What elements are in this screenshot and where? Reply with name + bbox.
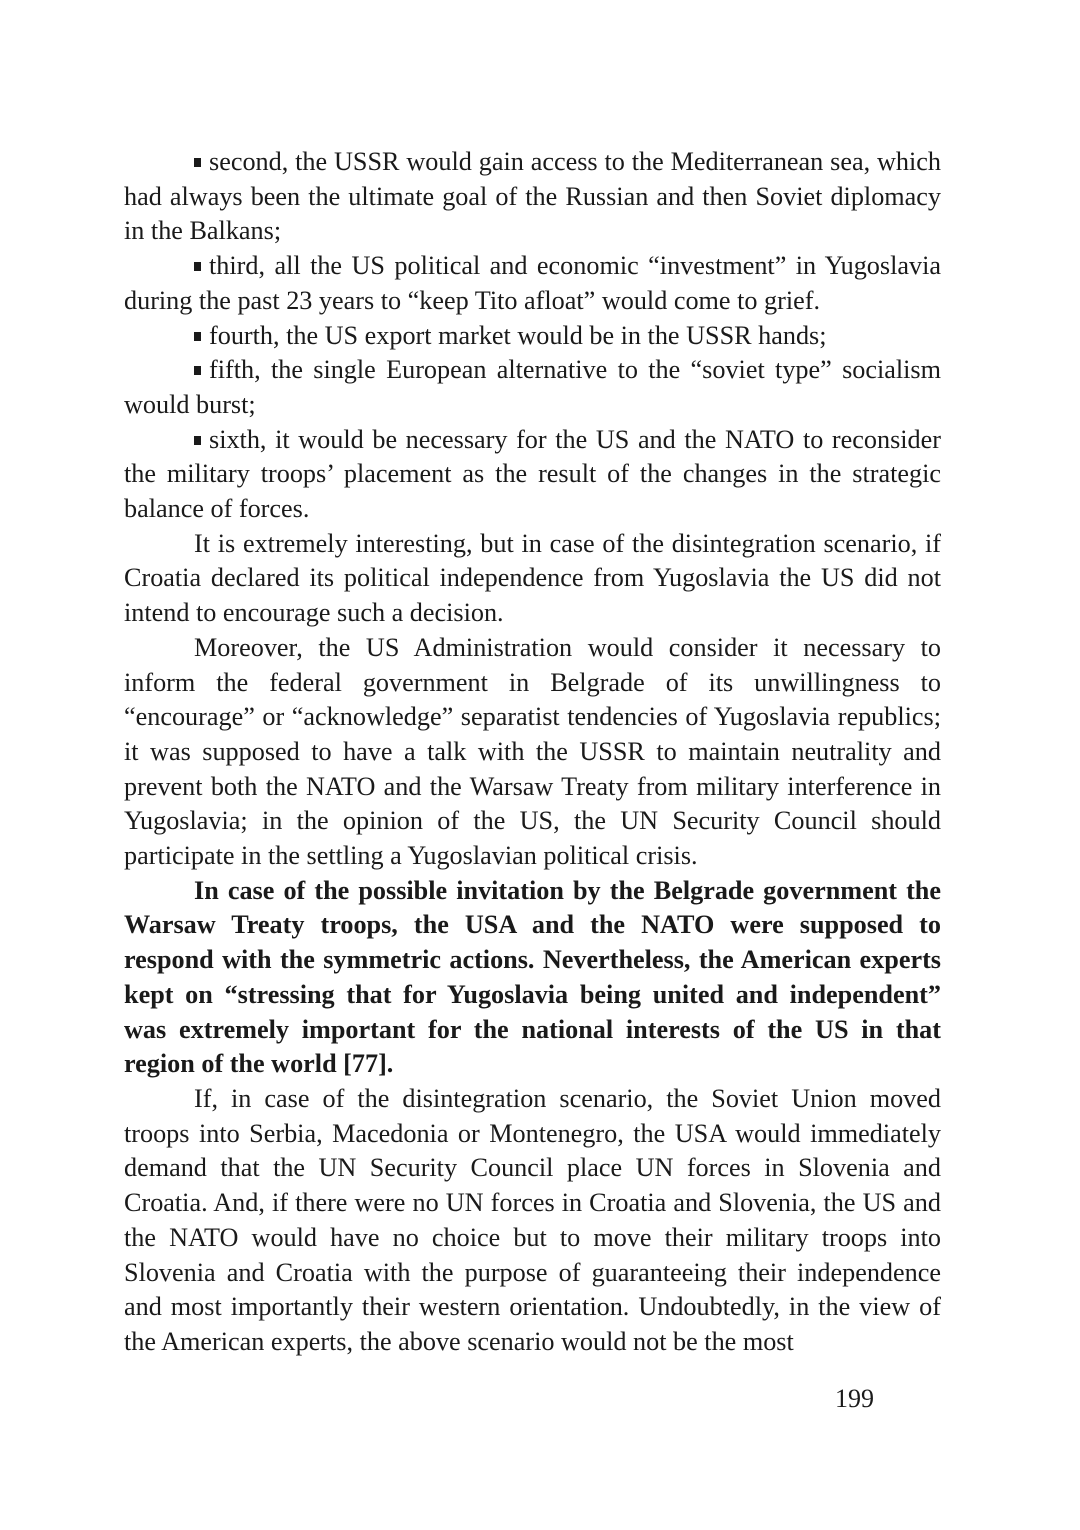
page-number: 199	[835, 1384, 874, 1413]
bullet-text: third, all the US political and economic “investment” in Yugoslavia during the past 23 years to “keep Tito afloat” would come to grief.	[124, 251, 941, 315]
bullet-item-fourth	[124, 319, 941, 354]
bullet-text: fifth, the single European alternative to the “soviet type” socialism would burst;	[124, 355, 941, 419]
bullet-text: fourth, the US export market would be in the USSR hands;	[209, 320, 827, 350]
paragraph-soviet-scenario: If, in case of the disintegration scenario, the Soviet Union moved troops into Serbia, Macedonia or Montenegro, the USA would immediately demand that the UN Security Council place UN forces in Slovenia and Croatia. And, if there were no UN forces in Croatia and Slovenia, the US and the NATO would have no choice but to move their military troops into Slovenia and Croatia with the purpose of guaranteeing their independence and most importantly their western orientation. Undoubtedly, in the view of the American experts, the above scenario would not be the most	[124, 1083, 941, 1356]
page-body	[124, 145, 941, 1360]
bullet-text: second, the USSR would gain access to the Mediterranean sea, which had always been the ultimate goal of the Russian and then Soviet diplomacy in the Balkans;	[124, 147, 941, 246]
square-bullet-icon	[194, 366, 201, 375]
bullet-item-second	[124, 145, 941, 249]
paragraph-bold-warsaw-treaty: In case of the possible invitation by the Belgrade government the Warsaw Treaty troops, the USA and the NATO were supposed to respond with the symmetric actions. Nevertheless, the American experts kept on “stressing that for Yugoslavia being united and independent” was extremely important for the national interests of the US in that region of the world [77].	[124, 875, 941, 1079]
paragraph-croatia: It is extremely interesting, but in case of the disintegration scenario, if Croatia declared its political independence from Yugoslavia the US did not intend to encourage such a decision.	[124, 528, 941, 628]
bullet-item-sixth	[124, 423, 941, 527]
square-bullet-icon	[194, 332, 201, 341]
bullet-item-fifth	[124, 353, 941, 422]
paragraph-administration: Moreover, the US Administration would consider it necessary to inform the federal government in Belgrade of its unwillingness to “encourage” or “acknowledge” separatist tendencies of Yugoslavia republics; it was supposed to have a talk with the USSR to maintain neutrality and prevent both the NATO and the Warsaw Treaty from military interference in Yugoslavia; in the opinion of the US, the UN Security Council should participate in the settling a Yugoslavian political crisis.	[124, 632, 941, 871]
square-bullet-icon	[194, 158, 201, 167]
square-bullet-icon	[194, 436, 201, 445]
bullet-text: sixth, it would be necessary for the US and the NATO to reconsider the military troops’ placement as the result of the changes in the strategic balance of forces.	[124, 424, 941, 524]
square-bullet-icon	[194, 262, 201, 271]
bullet-item-third	[124, 249, 941, 318]
